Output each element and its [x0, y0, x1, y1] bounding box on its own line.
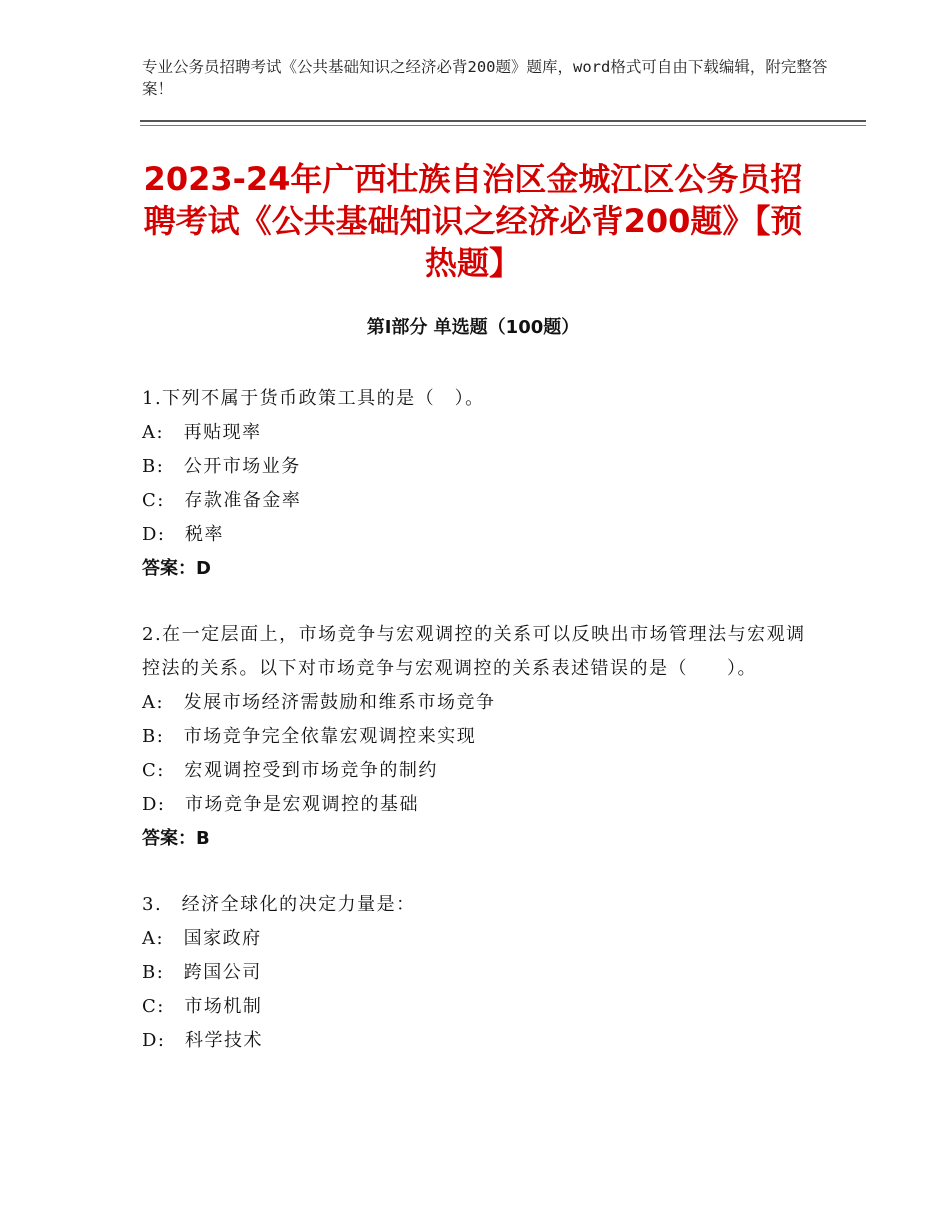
option-d: D: 科学技术 — [142, 1030, 263, 1051]
question-stem: 3. 经济全球化的决定力量是： — [142, 894, 416, 915]
option-b: B: 公开市场业务 — [142, 456, 301, 477]
option-d: D: 税率 — [142, 524, 224, 545]
answer: 答案：D — [142, 558, 211, 579]
option-a: A: 再贴现率 — [142, 422, 262, 443]
option-c: C: 宏观调控受到市场竞争的制约 — [142, 760, 438, 781]
header-rule-thin — [140, 125, 866, 126]
option-b: B: 市场竞争完全依靠宏观调控来实现 — [142, 726, 477, 747]
option-d: D: 市场竞争是宏观调控的基础 — [142, 794, 419, 815]
option-a: A: 国家政府 — [142, 928, 262, 949]
question-stem: 1.下列不属于货币政策工具的是（ ）。 — [142, 388, 485, 409]
answer: 答案：B — [142, 828, 210, 849]
question-list — [142, 382, 808, 1090]
option-c: C: 市场机制 — [142, 996, 263, 1017]
question-1 — [142, 382, 808, 586]
question-2 — [142, 618, 808, 856]
document-title: 2023-24年广西壮族自治区金城江区公务员招聘考试《公共基础知识之经济必背200题》【预热题】 — [143, 160, 803, 282]
option-a: A: 发展市场经济需鼓励和维系市场竞争 — [142, 692, 496, 713]
header-rule-thick — [140, 120, 866, 122]
option-c: C: 存款准备金率 — [142, 490, 302, 511]
option-b: B: 跨国公司 — [142, 962, 262, 983]
header-note: 专业公务员招聘考试《公共基础知识之经济必背200题》题库，word格式可自由下载编辑，附完整答案！ — [142, 58, 828, 98]
section-title: 第Ⅰ部分 单选题（100题） — [366, 317, 580, 338]
question-3 — [142, 888, 808, 1058]
question-stem: 2.在一定层面上，市场竞争与宏观调控的关系可以反映出市场管理法与宏观调控法的关系。以下对市场竞争与宏观调控的关系表述错误的是（ ）。 — [142, 624, 806, 679]
